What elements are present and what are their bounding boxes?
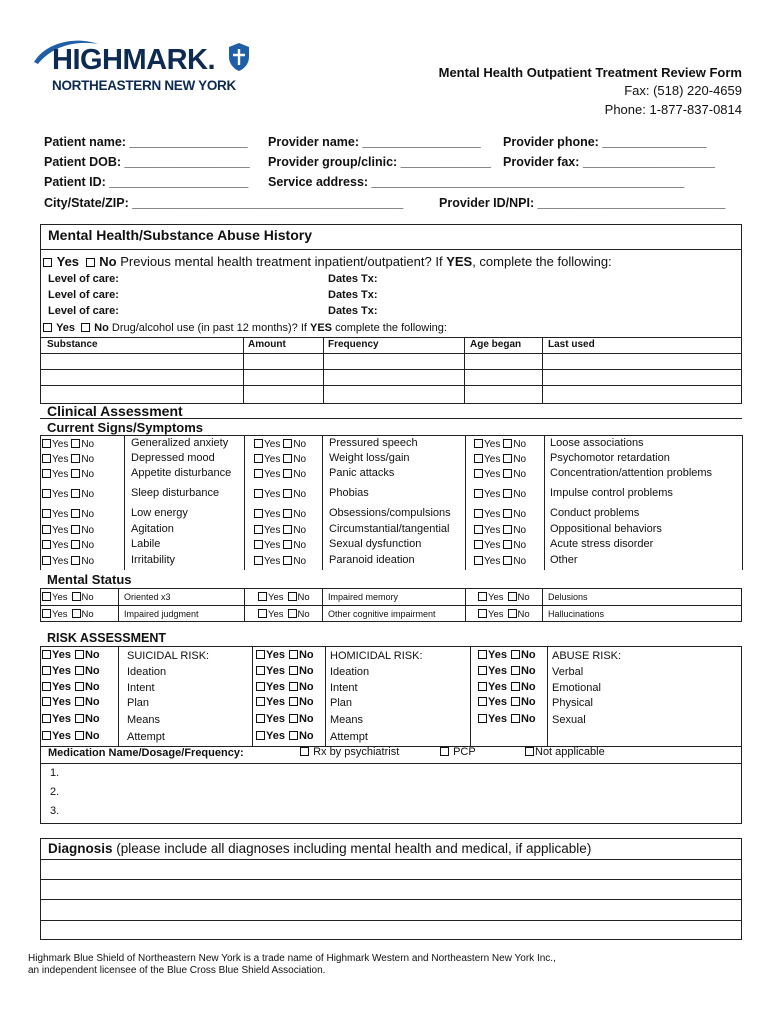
sign-2-3-yes-no: Yes No (474, 489, 526, 500)
patient-name-field[interactable]: Patient name: _________________ (44, 135, 248, 149)
suicidal-label: Intent (127, 682, 155, 694)
sign-0-0-no-checkbox[interactable] (71, 439, 80, 448)
dates-tx-1[interactable]: Dates Tx: (328, 273, 378, 285)
sign-0-1-yes-checkbox[interactable] (42, 454, 51, 463)
sign-1-4-yes-checkbox[interactable] (254, 509, 263, 518)
sign-0-0-yes-checkbox[interactable] (42, 439, 51, 448)
sign-1-3-yes-checkbox[interactable] (254, 489, 263, 498)
abuse-yes-checkbox[interactable] (478, 666, 487, 675)
drug-use-question: Yes No Drug/alcohol use (in past 12 months)? If YES complete the following: (43, 323, 447, 334)
symptom-label: Obsessions/compulsions (329, 507, 451, 519)
mental-status-yes-no: Yes No (258, 592, 310, 603)
history-section (40, 224, 742, 404)
form-title: Mental Health Outpatient Treatment Review Form (438, 65, 742, 80)
dates-tx-3[interactable]: Dates Tx: (328, 305, 378, 317)
sign-0-4-yes-checkbox[interactable] (42, 509, 51, 518)
suicidal-no-checkbox[interactable] (75, 650, 84, 659)
sign-2-3-yes-checkbox[interactable] (474, 489, 483, 498)
abuse-no-checkbox[interactable] (511, 697, 520, 706)
rx-psychiatrist-option: Rx by psychiatrist (300, 747, 399, 758)
sign-1-7-yes-no: Yes No (254, 556, 306, 567)
suicidal-label: Ideation (127, 666, 167, 678)
ms-no-checkbox[interactable] (288, 609, 297, 618)
sign-2-0-yes-checkbox[interactable] (474, 439, 483, 448)
sign-0-5-no-checkbox[interactable] (71, 525, 80, 534)
sign-0-5-yes-checkbox[interactable] (42, 525, 51, 534)
ms-yes-checkbox[interactable] (42, 592, 51, 601)
sign-1-5-yes-checkbox[interactable] (254, 525, 263, 534)
sign-1-5-no-checkbox[interactable] (283, 525, 292, 534)
provider-fax-field[interactable]: Provider fax: ___________________ (503, 155, 715, 169)
suicidal-yes-no: Yes No (42, 650, 100, 661)
homicidal-yes-checkbox[interactable] (256, 731, 265, 740)
provider-npi-field[interactable]: Provider ID/NPI: ___________________________ (439, 196, 726, 210)
mental-status-item: Other cognitive impairment (328, 609, 436, 619)
homicidal-yes-no: Yes No (256, 731, 314, 742)
medication-label: Medication Name/Dosage/Frequency: (48, 747, 244, 759)
abuse-yes-checkbox[interactable] (478, 682, 487, 691)
suicidal-yes-no: Yes No (42, 697, 100, 708)
sign-1-6-no-checkbox[interactable] (283, 540, 292, 549)
sign-2-6-yes-checkbox[interactable] (474, 540, 483, 549)
sign-0-3-yes-no: Yes No (42, 489, 94, 500)
symptom-label: Circumstantial/tangential (329, 523, 450, 535)
mental-status-item: Impaired judgment (124, 609, 199, 619)
homicidal-yes-no: Yes No (256, 714, 314, 725)
mental-status-yes-no: Yes No (42, 592, 94, 603)
abuse-label: Sexual (552, 714, 586, 726)
sign-1-6-yes-no: Yes No (254, 540, 306, 551)
symptom-label: Acute stress disorder (550, 538, 654, 550)
ms-no-checkbox[interactable] (508, 592, 517, 601)
risk-title: RISK ASSESSMENT (47, 631, 167, 645)
not-applicable-option: Not applicable (525, 747, 605, 758)
provider-group-field[interactable]: Provider group/clinic: _____________ (268, 155, 492, 169)
homicidal-yes-checkbox[interactable] (256, 666, 265, 675)
prev-no-checkbox[interactable] (86, 258, 95, 267)
abuse-yes-no: Yes No (478, 682, 536, 693)
suicidal-no-checkbox[interactable] (75, 697, 84, 706)
logo-brand-text: HIGHMARK. (52, 44, 216, 76)
homicidal-yes-no: Yes No (256, 682, 314, 693)
substance-header: Substance (47, 339, 98, 350)
sign-2-2-yes-checkbox[interactable] (474, 469, 483, 478)
symptom-label: Conduct problems (550, 507, 640, 519)
homicidal-label: Intent (330, 682, 358, 694)
prev-yes-checkbox[interactable] (43, 258, 52, 267)
sign-1-3-yes-no: Yes No (254, 489, 306, 500)
homicidal-label: Plan (330, 697, 353, 709)
homicidal-no-checkbox[interactable] (289, 682, 298, 691)
mental-status-yes-no: Yes No (478, 592, 530, 603)
suicidal-yes-no: Yes No (42, 731, 100, 742)
medication-line-1[interactable]: 1. (50, 767, 60, 779)
suicidal-no-checkbox[interactable] (75, 714, 84, 723)
mental-status-item: Delusions (548, 592, 588, 602)
mental-status-item: Oriented x3 (124, 592, 171, 602)
ms-yes-checkbox[interactable] (42, 609, 51, 618)
medication-line-2[interactable]: 2. (50, 786, 60, 798)
sign-1-6-yes-checkbox[interactable] (254, 540, 263, 549)
not-applicable-checkbox[interactable] (525, 747, 534, 756)
sign-0-4-no-checkbox[interactable] (71, 509, 80, 518)
suicidal-label: Means (127, 714, 161, 726)
mental-status-yes-no: Yes No (478, 609, 530, 620)
sign-2-7-yes-checkbox[interactable] (474, 556, 483, 565)
blue-shield-icon (228, 42, 250, 72)
sign-1-0-no-checkbox[interactable] (283, 439, 292, 448)
sign-1-1-yes-checkbox[interactable] (254, 454, 263, 463)
sign-2-0-no-checkbox[interactable] (503, 439, 512, 448)
footer-line-2: an independent licensee of the Blue Cross Blue Shield Association. (28, 965, 326, 976)
homicidal-yes-no: Yes No (256, 650, 314, 661)
sign-2-7-no-checkbox[interactable] (503, 556, 512, 565)
sign-2-1-no-checkbox[interactable] (503, 454, 512, 463)
sign-2-7-yes-no: Yes No (474, 556, 526, 567)
symptom-label: Phobias (329, 487, 369, 499)
sign-2-6-no-checkbox[interactable] (503, 540, 512, 549)
sign-0-2-yes-no: Yes No (42, 469, 94, 480)
medication-line-3[interactable]: 3. (50, 805, 60, 817)
sign-0-5-yes-no: Yes No (42, 525, 94, 536)
abuse-no-checkbox[interactable] (511, 714, 520, 723)
homicidal-no-checkbox[interactable] (289, 731, 298, 740)
ms-no-checkbox[interactable] (508, 609, 517, 618)
suicidal-yes-checkbox[interactable] (42, 666, 51, 675)
sign-1-4-no-checkbox[interactable] (283, 509, 292, 518)
homicidal-yes-checkbox[interactable] (256, 697, 265, 706)
sign-0-7-yes-checkbox[interactable] (42, 556, 51, 565)
highmark-logo (30, 38, 260, 98)
footer-line-1: Highmark Blue Shield of Northeastern New York is a trade name of Highmark Western and Northeastern New York Inc., (28, 953, 556, 964)
sign-0-0-yes-no: Yes No (42, 439, 94, 450)
abuse-no-checkbox[interactable] (511, 666, 520, 675)
sign-0-7-yes-no: Yes No (42, 556, 94, 567)
sign-0-7-no-checkbox[interactable] (71, 556, 80, 565)
patient-dob-field[interactable]: Patient DOB: __________________ (44, 155, 250, 169)
sign-0-2-yes-checkbox[interactable] (42, 469, 51, 478)
mental-status-title: Mental Status (47, 572, 132, 587)
homicidal-label: HOMICIDAL RISK: (330, 650, 423, 662)
abuse-no-checkbox[interactable] (511, 682, 520, 691)
homicidal-no-checkbox[interactable] (289, 714, 298, 723)
homicidal-yes-checkbox[interactable] (256, 714, 265, 723)
suicidal-yes-no: Yes No (42, 666, 100, 677)
amount-header: Amount (248, 339, 286, 350)
sign-2-5-yes-no: Yes No (474, 525, 526, 536)
suicidal-no-checkbox[interactable] (75, 682, 84, 691)
sign-0-4-yes-no: Yes No (42, 509, 94, 520)
suicidal-yes-checkbox[interactable] (42, 650, 51, 659)
abuse-yes-no: Yes No (478, 697, 536, 708)
symptom-label: Generalized anxiety (131, 437, 229, 449)
sign-1-1-yes-no: Yes No (254, 454, 306, 465)
level-of-care-2[interactable]: Level of care: (48, 289, 119, 301)
suicidal-yes-checkbox[interactable] (42, 731, 51, 740)
suicidal-no-checkbox[interactable] (75, 731, 84, 740)
homicidal-label: Ideation (330, 666, 370, 678)
pcp-checkbox[interactable] (440, 747, 449, 756)
sign-0-3-yes-checkbox[interactable] (42, 489, 51, 498)
symptom-label: Impulse control problems (550, 487, 673, 499)
sign-1-2-yes-no: Yes No (254, 469, 306, 480)
homicidal-yes-checkbox[interactable] (256, 682, 265, 691)
suicidal-label: Attempt (127, 731, 165, 743)
sign-1-0-yes-checkbox[interactable] (254, 439, 263, 448)
abuse-label: Emotional (552, 682, 601, 694)
symptom-label: Sexual dysfunction (329, 538, 422, 550)
homicidal-label: Means (330, 714, 364, 726)
prev-treatment-question: Yes No Previous mental health treatment inpatient/outpatient? If YES, complete the following: (43, 255, 612, 268)
sign-0-1-no-checkbox[interactable] (71, 454, 80, 463)
dates-tx-2[interactable]: Dates Tx: (328, 289, 378, 301)
city-state-zip-field[interactable]: City/State/ZIP: _______________________________________ (44, 196, 404, 210)
homicidal-no-checkbox[interactable] (289, 666, 298, 675)
symptom-label: Depressed mood (131, 452, 215, 464)
symptom-label: Loose associations (550, 437, 644, 449)
pcp-option: PCP (440, 747, 476, 758)
sign-2-3-no-checkbox[interactable] (503, 489, 512, 498)
mental-status-yes-no: Yes No (258, 609, 310, 620)
homicidal-yes-checkbox[interactable] (256, 650, 265, 659)
sign-2-5-no-checkbox[interactable] (503, 525, 512, 534)
sign-2-0-yes-no: Yes No (474, 439, 526, 450)
fax-number: Fax: (518) 220-4659 (624, 83, 742, 98)
symptom-label: Low energy (131, 507, 188, 519)
abuse-yes-no: Yes No (478, 666, 536, 677)
symptom-label: Psychomotor retardation (550, 452, 670, 464)
symptom-label: Sleep disturbance (131, 487, 220, 499)
mental-status-item: Hallucinations (548, 609, 605, 619)
history-title: Mental Health/Substance Abuse History (48, 227, 312, 243)
sign-0-3-no-checkbox[interactable] (71, 489, 80, 498)
clinical-title: Clinical Assessment (47, 403, 183, 419)
sign-0-6-yes-no: Yes No (42, 540, 94, 551)
sign-1-7-no-checkbox[interactable] (283, 556, 292, 565)
sign-1-2-yes-checkbox[interactable] (254, 469, 263, 478)
abuse-label: ABUSE RISK: (552, 650, 622, 662)
ms-no-checkbox[interactable] (72, 609, 81, 618)
sign-1-4-yes-no: Yes No (254, 509, 306, 520)
homicidal-label: Attempt (330, 731, 368, 743)
suicidal-label: SUICIDAL RISK: (127, 650, 210, 662)
mental-status-yes-no: Yes No (42, 609, 94, 620)
abuse-yes-checkbox[interactable] (478, 697, 487, 706)
sign-1-5-yes-no: Yes No (254, 525, 306, 536)
abuse-label: Physical (552, 697, 593, 709)
symptom-label: Oppositional behaviors (550, 523, 662, 535)
ms-yes-checkbox[interactable] (478, 592, 487, 601)
suicidal-yes-no: Yes No (42, 714, 100, 725)
sign-1-2-no-checkbox[interactable] (283, 469, 292, 478)
ms-yes-checkbox[interactable] (258, 592, 267, 601)
last-used-header: Last used (548, 339, 595, 350)
drug-yes-checkbox[interactable] (43, 323, 52, 332)
sign-2-2-yes-no: Yes No (474, 469, 526, 480)
symptom-label: Paranoid ideation (329, 554, 415, 566)
mental-status-item: Impaired memory (328, 592, 399, 602)
sign-1-7-yes-checkbox[interactable] (254, 556, 263, 565)
sign-1-0-yes-no: Yes No (254, 439, 306, 450)
symptom-label: Panic attacks (329, 467, 395, 479)
ms-no-checkbox[interactable] (288, 592, 297, 601)
rx-psychiatrist-checkbox[interactable] (300, 747, 309, 756)
symptom-label: Other (550, 554, 578, 566)
suicidal-no-checkbox[interactable] (75, 666, 84, 675)
sign-2-6-yes-no: Yes No (474, 540, 526, 551)
sign-0-6-yes-checkbox[interactable] (42, 540, 51, 549)
age-began-header: Age began (470, 339, 522, 350)
provider-phone-field[interactable]: Provider phone: _______________ (503, 135, 707, 149)
suicidal-yes-checkbox[interactable] (42, 697, 51, 706)
sign-1-3-no-checkbox[interactable] (283, 489, 292, 498)
symptom-label: Weight loss/gain (329, 452, 410, 464)
suicidal-yes-checkbox[interactable] (42, 714, 51, 723)
sign-2-4-yes-checkbox[interactable] (474, 509, 483, 518)
homicidal-yes-no: Yes No (256, 697, 314, 708)
diagnosis-title: Diagnosis (please include all diagnoses including mental health and medical, if applicable) (48, 841, 592, 856)
level-of-care-1[interactable]: Level of care: (48, 273, 119, 285)
sign-2-4-no-checkbox[interactable] (503, 509, 512, 518)
abuse-yes-no: Yes No (478, 650, 536, 661)
patient-id-field[interactable]: Patient ID: ____________________ (44, 175, 249, 189)
sign-0-1-yes-no: Yes No (42, 454, 94, 465)
homicidal-yes-no: Yes No (256, 666, 314, 677)
symptom-label: Pressured speech (329, 437, 418, 449)
homicidal-no-checkbox[interactable] (289, 697, 298, 706)
ms-yes-checkbox[interactable] (478, 609, 487, 618)
signs-title: Current Signs/Symptoms (47, 420, 204, 435)
abuse-yes-checkbox[interactable] (478, 650, 487, 659)
sign-2-1-yes-checkbox[interactable] (474, 454, 483, 463)
suicidal-yes-no: Yes No (42, 682, 100, 693)
sign-2-4-yes-no: Yes No (474, 509, 526, 520)
symptom-label: Labile (131, 538, 161, 550)
sign-1-1-no-checkbox[interactable] (283, 454, 292, 463)
phone-number: Phone: 1-877-837-0814 (604, 102, 742, 117)
symptom-label: Concentration/attention problems (550, 467, 713, 479)
sign-0-6-no-checkbox[interactable] (71, 540, 80, 549)
ms-no-checkbox[interactable] (72, 592, 81, 601)
sign-2-5-yes-checkbox[interactable] (474, 525, 483, 534)
sign-2-1-yes-no: Yes No (474, 454, 526, 465)
homicidal-no-checkbox[interactable] (289, 650, 298, 659)
suicidal-yes-checkbox[interactable] (42, 682, 51, 691)
symptom-label: Agitation (131, 523, 174, 535)
abuse-label: Verbal (552, 666, 584, 678)
logo-region-text: NORTHEASTERN NEW YORK (52, 78, 236, 93)
abuse-no-checkbox[interactable] (511, 650, 520, 659)
symptom-label: Irritability (131, 554, 176, 566)
abuse-yes-no: Yes No (478, 714, 536, 725)
service-address-field[interactable]: Service address: _____________________________________________ (268, 175, 685, 189)
abuse-yes-checkbox[interactable] (478, 714, 487, 723)
ms-yes-checkbox[interactable] (258, 609, 267, 618)
frequency-header: Frequency (328, 339, 379, 350)
provider-name-field[interactable]: Provider name: _________________ (268, 135, 481, 149)
drug-no-checkbox[interactable] (81, 323, 90, 332)
symptom-label: Appetite disturbance (131, 467, 232, 479)
suicidal-label: Plan (127, 697, 150, 709)
level-of-care-3[interactable]: Level of care: (48, 305, 119, 317)
sign-0-2-no-checkbox[interactable] (71, 469, 80, 478)
sign-2-2-no-checkbox[interactable] (503, 469, 512, 478)
